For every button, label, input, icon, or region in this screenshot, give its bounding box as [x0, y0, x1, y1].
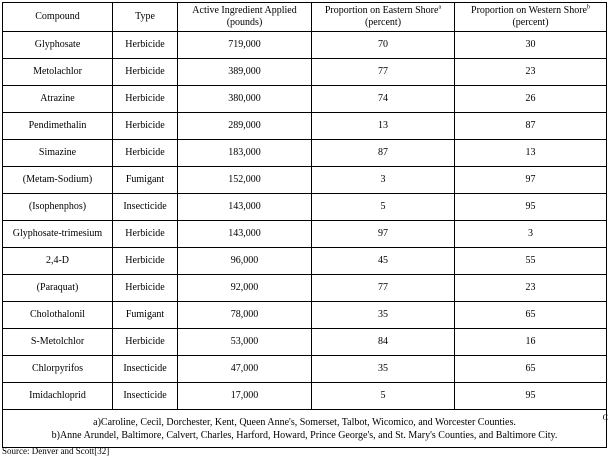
header-applied: Active Ingredient Applied (pounds) — [178, 3, 312, 32]
table-body — [3, 32, 607, 410]
cell-applied: 92,000 — [178, 275, 312, 302]
cell-western: 65 — [455, 302, 607, 329]
cell-applied: 78,000 — [178, 302, 312, 329]
header-western: Proportion on Western Shore$^b$ (percent) — [455, 3, 607, 32]
cell-eastern: 35 — [312, 356, 455, 383]
cell-compound: (Metam-Sodium) — [3, 167, 113, 194]
cell-applied: 47,000 — [178, 356, 312, 383]
cell-eastern: 77 — [312, 275, 455, 302]
cell-eastern: 3 — [312, 167, 455, 194]
cell-applied: 183,000 — [178, 140, 312, 167]
cell-eastern: 5 — [312, 383, 455, 410]
cell-western: 23 — [455, 59, 607, 86]
cell-type: Herbicide — [113, 59, 178, 86]
cell-type: Herbicide — [113, 86, 178, 113]
cell-applied: 152,000 — [178, 167, 312, 194]
header-compound: Compound — [3, 3, 113, 32]
cell-applied: 53,000 — [178, 329, 312, 356]
cell-type: Insecticide — [113, 383, 178, 410]
cell-applied: 380,000 — [178, 86, 312, 113]
cell-eastern: 97 — [312, 221, 455, 248]
source-citation: Source: Denver and Scott[32] — [2, 446, 110, 456]
cell-compound: Chlorpyrifos — [3, 356, 113, 383]
cell-eastern: 70 — [312, 32, 455, 59]
cell-western: 13 — [455, 140, 607, 167]
cell-applied: 143,000 — [178, 221, 312, 248]
cell-western: 95 — [455, 383, 607, 410]
cell-compound: Imidachloprid — [3, 383, 113, 410]
table-row — [3, 140, 607, 167]
cell-compound: (Isophenphos) — [3, 194, 113, 221]
cell-western: 97 — [455, 167, 607, 194]
cell-compound: Metolachlor — [3, 59, 113, 86]
cell-type: Herbicide — [113, 32, 178, 59]
cell-applied: 719,000 — [178, 32, 312, 59]
table-row — [3, 383, 607, 410]
cell-eastern: 13 — [312, 113, 455, 140]
cell-eastern: 35 — [312, 302, 455, 329]
cell-eastern: 84 — [312, 329, 455, 356]
cell-applied: 17,000 — [178, 383, 312, 410]
cell-applied: 389,000 — [178, 59, 312, 86]
cell-type: Herbicide — [113, 275, 178, 302]
cell-type: Herbicide — [113, 248, 178, 275]
cell-type: Herbicide — [113, 113, 178, 140]
truncated-character: C — [602, 413, 608, 422]
cell-eastern: 87 — [312, 140, 455, 167]
cell-western: 3 — [455, 221, 607, 248]
footnote-a: a)Caroline, Cecil, Dorchester, Kent, Queen Anne's, Somerset, Talbot, Wicomico, and Worcester Counties. — [93, 416, 516, 428]
cell-compound: S-Metolchlor — [3, 329, 113, 356]
table-row — [3, 329, 607, 356]
cell-western: 55 — [455, 248, 607, 275]
cell-western: 26 — [455, 86, 607, 113]
header-eastern: Proportion on Eastern Shore$^a$ (percent) — [312, 3, 455, 32]
table-row — [3, 356, 607, 383]
cell-western: 95 — [455, 194, 607, 221]
cell-applied: 96,000 — [178, 248, 312, 275]
cell-compound: Glyphosate-trimesium — [3, 221, 113, 248]
cell-compound: Atrazine — [3, 86, 113, 113]
footnote-b: b)Anne Arundel, Baltimore, Calvert, Charles, Harford, Howard, Prince George's, and St. Mary's Counties, and Baltimore City. — [51, 429, 558, 441]
cell-eastern: 5 — [312, 194, 455, 221]
cell-type: Herbicide — [113, 329, 178, 356]
table-row — [3, 59, 607, 86]
footnote-row — [3, 410, 607, 448]
cell-type: Fumigant — [113, 302, 178, 329]
table-row — [3, 221, 607, 248]
cell-type: Herbicide — [113, 140, 178, 167]
footnotes — [3, 410, 607, 448]
cell-compound: 2,4-D — [3, 248, 113, 275]
cell-western: 23 — [455, 275, 607, 302]
cell-compound: Pendimethalin — [3, 113, 113, 140]
cell-type: Insecticide — [113, 194, 178, 221]
cell-eastern: 77 — [312, 59, 455, 86]
cell-compound: Simazine — [3, 140, 113, 167]
cell-type: Insecticide — [113, 356, 178, 383]
header-type: Type — [113, 3, 178, 32]
table-row — [3, 32, 607, 59]
table-row — [3, 302, 607, 329]
cell-eastern: 45 — [312, 248, 455, 275]
cell-western: 30 — [455, 32, 607, 59]
cell-western: 65 — [455, 356, 607, 383]
cell-eastern: 74 — [312, 86, 455, 113]
cell-type: Herbicide — [113, 221, 178, 248]
cell-type: Fumigant — [113, 167, 178, 194]
cell-applied: 143,000 — [178, 194, 312, 221]
cell-western: 87 — [455, 113, 607, 140]
pesticide-table — [2, 2, 607, 448]
cell-applied: 289,000 — [178, 113, 312, 140]
table-header-row — [3, 3, 607, 32]
cell-compound: Glyphosate — [3, 32, 113, 59]
cell-western: 16 — [455, 329, 607, 356]
table-row — [3, 275, 607, 302]
table-row — [3, 86, 607, 113]
table-row — [3, 248, 607, 275]
cell-compound: Cholothalonil — [3, 302, 113, 329]
table-container — [2, 2, 606, 448]
cell-compound: (Paraquat) — [3, 275, 113, 302]
table-row — [3, 113, 607, 140]
table-row — [3, 194, 607, 221]
table-row — [3, 167, 607, 194]
